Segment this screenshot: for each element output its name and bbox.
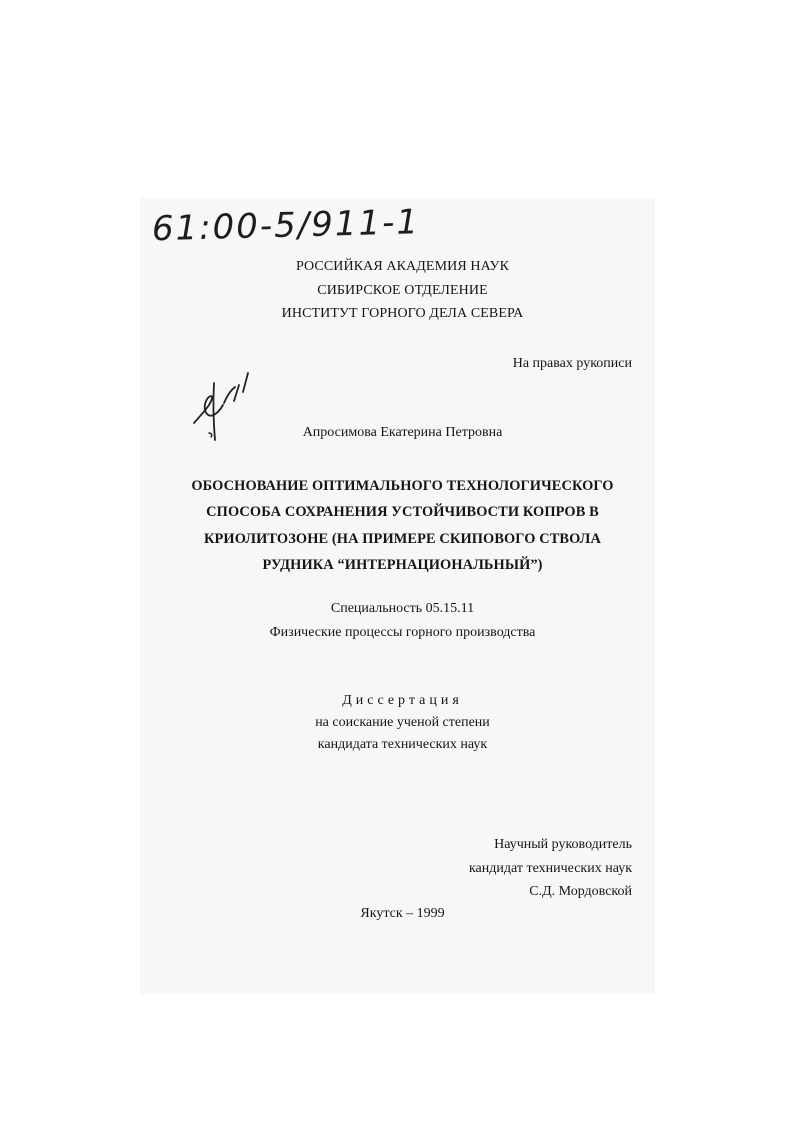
specialty-block	[150, 597, 655, 645]
supervisor-degree: кандидат технических наук	[468, 860, 632, 876]
title-line-1: ОБОСНОВАНИЕ ОПТИМАЛЬНОГО ТЕХНОЛОГИЧЕСКОГО	[191, 478, 614, 494]
dissertation-title	[150, 473, 655, 579]
specialty-code: Специальность 05.15.11	[330, 601, 475, 616]
specialty-name: Физические процессы горного производства	[269, 625, 536, 640]
supervisor-name: С.Д. Мордовской	[529, 884, 632, 899]
dissertation-word: Диссертация	[342, 693, 463, 708]
title-line-4: РУДНИКА “ИНТЕРНАЦИОНАЛЬНЫЙ”)	[262, 557, 543, 574]
handwritten-inventory-number: 61:00-5/911-1	[151, 202, 421, 250]
supervisor-block	[469, 833, 632, 904]
title-line-3: КРИОЛИТОЗОНЕ (НА ПРИМЕРЕ СКИПОВОГО СТВОЛА	[204, 530, 601, 547]
dissertation-block	[150, 690, 655, 756]
manuscript-rights-note: На правах рукописи	[512, 356, 632, 371]
branch-name: СИБИРСКОЕ ОТДЕЛЕНИЕ	[317, 282, 488, 298]
organization-block	[150, 255, 655, 326]
title-line-2: СПОСОБА СОХРАНЕНИЯ УСТОЙЧИВОСТИ КОПРОВ В	[206, 504, 599, 521]
degree-line-1: на соискание ученой степени	[315, 715, 490, 730]
supervisor-role: Научный руководитель	[494, 837, 632, 852]
degree-line-2: кандидата технических наук	[317, 737, 488, 752]
institute-name: ИНСТИТУТ ГОРНОГО ДЕЛА СЕВЕРА	[281, 306, 524, 321]
author-name: Апросимова Екатерина Петровна	[302, 425, 503, 440]
academy-name: РОССИЙКАЯ АКАДЕМИЯ НАУК	[295, 259, 510, 274]
city-year: Якутск – 1999	[360, 906, 445, 921]
